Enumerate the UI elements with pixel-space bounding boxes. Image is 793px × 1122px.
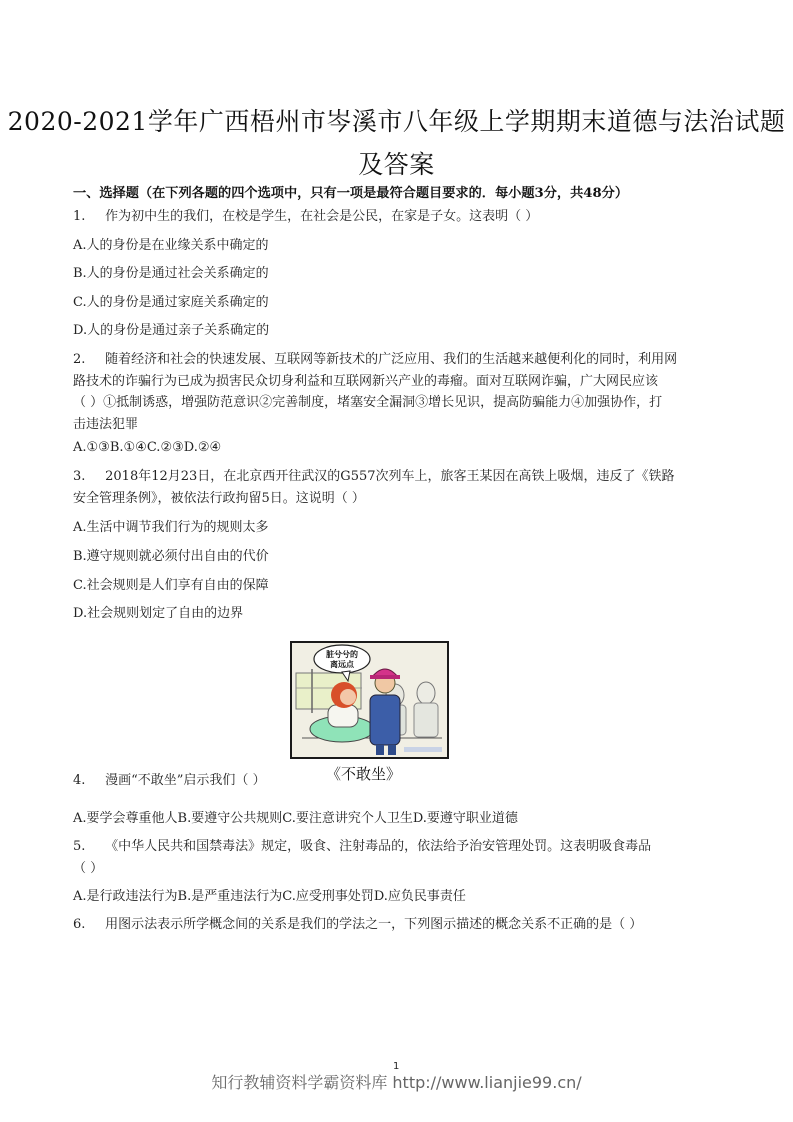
question-number: 1. [73, 209, 86, 224]
options-inline: A.①③B.①④C.②③D.②④ [73, 440, 222, 455]
page-number: 1 [393, 1061, 400, 1072]
option-c: C.社会规则是人们享有自由的保障 [73, 578, 269, 593]
footer-watermark: 知行教辅资料学霸资料库 http://www.lianjie99.cn/ [211, 1073, 582, 1092]
document-title: 2020-2021学年广西梧州市岑溪市八年级上学期期末道德与法治试题 [7, 107, 786, 136]
option-c: C.人的身份是通过家庭关系确定的 [73, 295, 269, 310]
question-stem-line: 路技术的诈骗行为已成为损害民众切身利益和互联网新兴产业的毒瘤。面对互联网诈骗，广大网民应该 [73, 374, 659, 389]
comic-caption: 《不敢坐》 [326, 765, 402, 783]
question-number: 2. [73, 352, 86, 367]
question-6 [73, 913, 642, 932]
question-stem: 作为初中生的我们，在校是学生，在社会是公民，在家是子女。这表明（ ） [105, 209, 539, 224]
option-b: B.人的身份是通过社会关系确定的 [73, 266, 269, 281]
speech-bubble-line-2: 离远点 [330, 660, 354, 669]
speech-bubble-line-1: 脏兮兮的 [326, 650, 358, 659]
question-number: 5. [73, 839, 86, 854]
question-number: 4. [73, 773, 86, 788]
question-2 [73, 348, 677, 367]
question-3 [73, 465, 675, 484]
options-inline: A.是行政违法行为B.是严重违法行为C.应受刑事处罚D.应负民事责任 [73, 889, 466, 904]
comic-drawing [292, 643, 447, 757]
comic-illustration [290, 641, 449, 759]
question-stem-line: 击违法犯罪 [73, 417, 139, 432]
option-a: A.人的身份是在业缘关系中确定的 [73, 238, 269, 253]
option-d: D.社会规则划定了自由的边界 [73, 606, 244, 621]
document-title-continued: 及答案 [358, 150, 435, 179]
question-stem: 漫画“不敢坐”启示我们（ ） [105, 773, 266, 788]
option-d: D.人的身份是通过亲子关系确定的 [73, 323, 270, 338]
question-5 [73, 835, 651, 854]
question-number: 3. [73, 469, 86, 484]
question-stem: 随着经济和社会的快速发展、互联网等新技术的广泛应用、我们的生活越来越便利化的同时，利用网 [105, 352, 678, 367]
question-stem-line: 安全管理条例》，被依法行政拘留5日。这说明（ ） [73, 491, 365, 506]
question-stem: 《中华人民共和国禁毒法》规定，吸食、注射毒品的，依法给予治安管理处罚。这表明吸食毒品 [105, 839, 652, 854]
question-stem: 用图示法表示所学概念间的关系是我们的学法之一，下列图示描述的概念关系不正确的是（ ） [105, 917, 643, 932]
question-1 [73, 205, 538, 224]
question-stem: 2018年12月23日，在北京西开往武汉的G557次列车上，旅客王某因在高铁上吸烟，违反了《铁路 [105, 469, 675, 484]
option-b: B.遵守规则就必须付出自由的代价 [73, 549, 269, 564]
section-header: 一、选择题（在下列各题的四个选项中，只有一项是最符合题目要求的．每小题3分，共48分） [73, 186, 629, 201]
question-stem-line: （ ）①抵制诱惑，增强防范意识②完善制度，堵塞安全漏洞③增长见识，提高防骗能力④加强协作，打 [73, 395, 663, 410]
question-number: 6. [73, 917, 86, 932]
options-inline: A.要学会尊重他人B.要遵守公共规则C.要注意讲究个人卫生D.要遵守职业道德 [73, 811, 518, 826]
question-4 [73, 769, 266, 788]
option-a: A.生活中调节我们行为的规则太多 [73, 520, 269, 535]
question-stem-line: （ ） [73, 861, 104, 876]
